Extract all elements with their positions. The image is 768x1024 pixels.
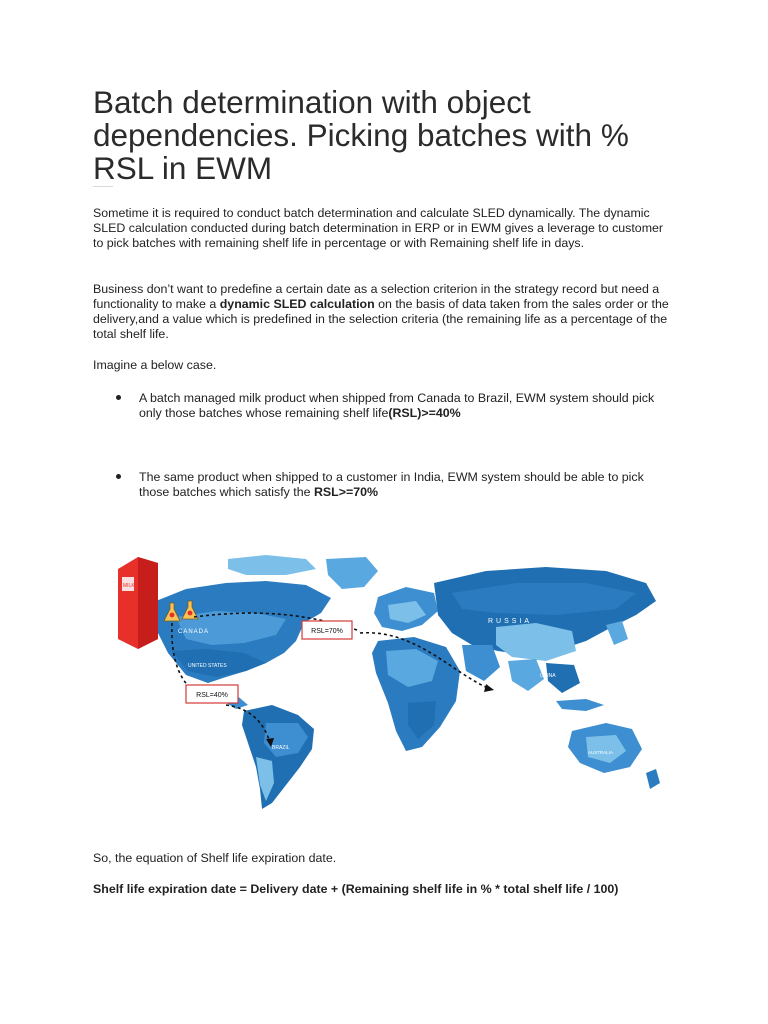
milk-carton-icon — [118, 557, 158, 649]
bullet-canada-brazil-text: A batch managed milk product when shipped from Canada to Brazil, EWM system should pick only those batches whose remaining shelf life — [139, 391, 655, 420]
rsl-40-emphasis: (RSL)>=40% — [388, 405, 461, 420]
intro-paragraph: Sometime it is required to conduct batch determination and calculate SLED dynamically. The dynamic SLED calculation conducted during batch determination in ERP or in EWM gives a leverage to customer to pick batches with remaining shelf life in percentage or with Remaining shelf life in days. — [93, 206, 664, 250]
list-item-text — [139, 391, 676, 421]
dynamic-sled-emphasis: dynamic SLED calculation — [219, 296, 375, 311]
title-divider — [93, 186, 113, 187]
china-label: CHINA — [540, 673, 556, 679]
list-item — [116, 470, 676, 500]
united-states-label: UNITED STATES — [188, 663, 227, 669]
case-intro: Imagine a below case. — [93, 358, 217, 372]
rsl-70-callout — [302, 621, 352, 639]
rsl-40-label: RSL=40% — [196, 692, 228, 699]
list-item-text — [139, 470, 676, 500]
equation-intro: So, the equation of Shelf life expiration date. — [93, 851, 337, 865]
australia-label: AUSTRALIA — [588, 750, 614, 755]
bullet-dot-icon — [116, 395, 121, 400]
bullet-dot-icon — [116, 474, 121, 479]
business-paragraph — [93, 282, 673, 342]
canada-label: CANADA — [178, 629, 210, 635]
rsl-70-emphasis: RSL>=70% — [313, 484, 379, 499]
rsl-40-callout — [186, 685, 238, 703]
business-paragraph-end: on the basis of data taken from the sales order or the delivery,and a value which is predefined in the selection criteria (the remaining life as a percentage of the total shelf life. — [93, 296, 669, 341]
sled-equation: Shelf life expiration date = Delivery date + (Remaining shelf life in % * total shelf life / 100) — [93, 882, 619, 896]
bullet-india-text: The same product when shipped to a customer in India, EWM system should be able to pick those batches which satisfy the — [139, 470, 644, 499]
business-paragraph-start: Business don’t want to predefine a certain date as a selection criterion in the strategy record but need a functionality to make a — [93, 282, 660, 311]
carton-label: MILK — [123, 583, 135, 589]
russia-label: RUSSIA — [488, 618, 533, 625]
brazil-label: BRAZIL — [272, 745, 290, 751]
rsl-70-label: RSL=70% — [311, 628, 343, 635]
list-item — [116, 391, 676, 421]
world-map-image — [116, 553, 676, 815]
article-title: Batch determination with object dependencies. Picking batches with % RSL in EWM — [93, 84, 629, 186]
